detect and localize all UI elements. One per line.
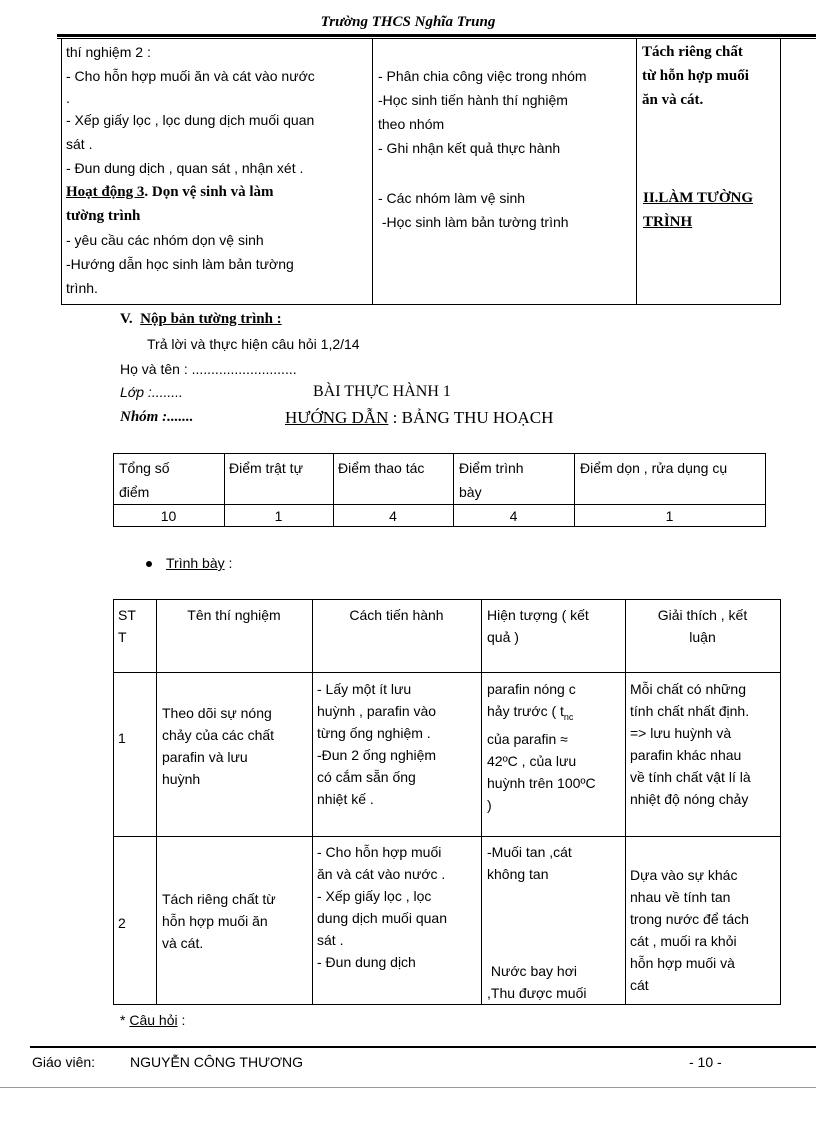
header-explanation: Giải thích , kết luận — [657, 607, 748, 645]
score-value-total: 10 — [160, 508, 177, 524]
score-header-order: Điểm trật tự — [229, 460, 303, 476]
class-label: Lớp :........ — [120, 384, 183, 400]
row1-phenomenon: parafin nóng c hảy trước ( $t_{nc}$ của parafin ≈ 42ºC , của lưu huỳnh trên 100ºC ) — [487, 681, 596, 813]
row2-explanation: Dựa vào sự khác nhau về tính tan trong nước để tách cát , muối ra khỏi hỗn hợp muối và cát — [630, 867, 749, 993]
activity-col-teacher: thí nghiệm 2 : - Cho hỗn hợp muối ăn và cát vào nước . - Xếp giấy lọc , lọc dung dịch muối quan sát . - Đun dung dịch , quan sát , nhận xét . Hoạt động 3. Dọn vệ sinh và làm tường trình - yêu cầu các nhóm dọn vệ sinh -Hướng dẫn học sinh làm bản tường trình. — [66, 40, 371, 300]
header-experiment-name: Tên thí nghiệm — [187, 607, 281, 623]
activity-col-student-2: - Các nhóm làm vệ sinh -Học sinh làm bản tường trình — [378, 190, 569, 230]
row1-stt: 1 — [118, 730, 126, 746]
activity-col-student: - Phân chia công việc trong nhóm -Học sinh tiến hành thí nghiệm theo nhóm - Ghi nhận kết quả thực hành — [378, 68, 587, 156]
score-header-total: Tổng số điểm — [119, 460, 170, 500]
name-label: Họ và tên : ........................... — [120, 361, 297, 377]
questions-label: * Câu hỏi : — [120, 1012, 186, 1028]
section-v-heading: V. Nộp bản tường trình : — [120, 311, 282, 327]
bullet-icon — [146, 561, 152, 567]
footer-teacher-label: Giáo viên: — [32, 1054, 96, 1070]
header-phenomenon: Hiện tượng ( kết quả ) — [487, 607, 589, 645]
guide-title: HƯỚNG DẪN : BẢNG THU HOẠCH — [285, 408, 554, 427]
header-rule — [57, 34, 816, 37]
row1-name: Theo dõi sự nóng chảy của các chất parafin và lưu huỳnh — [162, 705, 275, 787]
activity-3-title: Hoạt động 3. Dọn vệ sinh và làm — [66, 184, 274, 200]
header-method: Cách tiến hành — [349, 607, 444, 623]
row2-name: Tách riêng chất từ hỗn hợp muối ăn và cát. — [162, 891, 276, 951]
score-header-presentation: Điểm trình bày — [459, 460, 524, 500]
school-header: Trường THCS Nghĩa Trung — [320, 14, 496, 30]
row2-method: - Cho hỗn hợp muối ăn và cát vào nước . - Xếp giấy lọc , lọc dung dịch muối quan sát . - Đun dung dịch — [317, 844, 447, 970]
activity-col-content: Tách riêng chất từ hỗn hợp muối ăn và cát. — [642, 44, 749, 108]
section-v-answer: Trả lời và thực hiện câu hỏi 1,2/14 — [147, 336, 360, 352]
score-header-cleanup: Điểm dọn , rửa dụng cụ — [580, 460, 728, 476]
row1-explanation: Mỗi chất có những tính chất nhất định. => lưu huỳnh và parafin khác nhau về tính chất vật lí là nhiệt độ nóng chảy — [630, 681, 751, 807]
row1-method: - Lấy một ít lưu huỳnh , parafin vào từng ống nghiệm . -Đun 2 ống nghiệm có cắm sẵn ống nhiệt kế . — [317, 681, 437, 807]
header-stt: ST T — [118, 607, 136, 645]
header-rule-thin — [57, 38, 816, 39]
section-ii-title: II.LÀM TƯỜNG TRÌNH — [643, 190, 754, 230]
row2-phenomenon-top: -Muối tan ,cát không tan — [487, 844, 572, 882]
row2-stt: 2 — [118, 915, 126, 931]
score-value-order: 1 — [274, 508, 283, 524]
row2-phenomenon-bottom: Nước bay hơi ,Thu được muối — [487, 963, 587, 1001]
presentation-label: Trình bày : — [146, 555, 232, 571]
footer-rule — [30, 1046, 816, 1048]
footer-teacher-name: NGUYỄN CÔNG THƯƠNG — [130, 1054, 304, 1070]
score-value-operation: 4 — [389, 508, 397, 524]
footer-page-number: - 10 - — [689, 1054, 722, 1070]
practice-title: BÀI THỰC HÀNH 1 — [313, 383, 451, 400]
score-header-operation: Điểm thao tác — [338, 460, 425, 476]
page-bottom-rule — [0, 1087, 816, 1088]
group-label: Nhóm :....... — [120, 409, 194, 425]
score-value-presentation: 4 — [509, 508, 518, 524]
score-value-cleanup: 1 — [665, 508, 674, 524]
